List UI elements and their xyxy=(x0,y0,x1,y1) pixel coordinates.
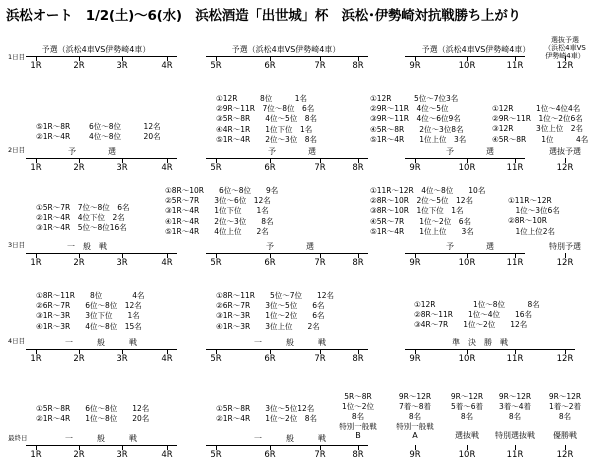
race-label: 3R xyxy=(116,61,128,71)
round-header: 一 般 戦 xyxy=(65,434,137,443)
race-label: 9R xyxy=(409,354,421,364)
round-header: 準 決 勝 戦 xyxy=(452,338,508,347)
race-label: 11R xyxy=(506,450,524,460)
race-label: 5R xyxy=(210,258,222,268)
race-label: 7R xyxy=(314,258,326,268)
race-label: 12R xyxy=(556,354,574,364)
race-label: 4R xyxy=(161,450,173,460)
round-header: 一 般 戦 xyxy=(65,338,137,347)
round-header: 選抜予選 xyxy=(549,147,581,156)
round-header: 一 般 戦 xyxy=(67,242,107,251)
race-label: 9R xyxy=(409,163,421,173)
round-header: 予選（浜松4車VS伊勢崎4車） xyxy=(421,45,531,54)
day-label: 4日目 xyxy=(8,337,26,345)
race-label: 1R xyxy=(30,61,42,71)
race-label: 8R xyxy=(352,354,364,364)
race-label: 7R xyxy=(314,354,326,364)
race-label: 12R xyxy=(556,258,574,268)
race-label: 1R xyxy=(30,450,42,460)
qualifier-block: ①5R～8R 3位～5位12名 ②1R～4R 1位～2位 8名 xyxy=(216,404,318,424)
race-label: 5R xyxy=(210,354,222,364)
final-entry: 9R～12R 1着～2着 8名 xyxy=(548,392,582,421)
race-label: 8R xyxy=(352,450,364,460)
race-label: 12R xyxy=(556,163,574,173)
race-label: 3R xyxy=(116,163,128,173)
race-label: 10R xyxy=(458,258,476,268)
final-entry: 5R～8R 1位～2位 8名 特別一般戦 xyxy=(339,392,377,431)
round-header: 予選（浜松4車VS伊勢崎4車） xyxy=(231,45,341,54)
race-label: 3R xyxy=(116,354,128,364)
race-label: 8R xyxy=(352,163,364,173)
race-label: 6R xyxy=(264,354,276,364)
race-label: 9R xyxy=(409,61,421,71)
race-label: 10R xyxy=(458,61,476,71)
final-name: B xyxy=(355,431,361,440)
race-label: 4R xyxy=(161,354,173,364)
race-label: 8R xyxy=(352,258,364,268)
race-label: 1R xyxy=(30,163,42,173)
round-header: 選抜予選 （浜松4車VS 伊勢崎4車） xyxy=(544,36,586,60)
race-label: 7R xyxy=(314,163,326,173)
race-label: 4R xyxy=(161,258,173,268)
day-label: 最終日 xyxy=(8,434,28,442)
qualifier-block: ①8R～11R 5位～7位 12名 ②6R～7R 3位～5位 6名 ③1R～3R 1位～2位 6名 ④1R～3R 3位上位 2名 xyxy=(216,291,335,331)
day-label: 1日目 xyxy=(8,53,26,61)
race-label: 6R xyxy=(264,163,276,173)
round-header: 特別予選 xyxy=(549,242,581,251)
race-label: 2R xyxy=(73,450,85,460)
round-header: 予 選 xyxy=(446,147,494,156)
race-label: 11R xyxy=(506,163,524,173)
qualifier-block: ①12R 1位～4位4名 ②9R～11R 1位～2位6名 ③12R 3位上位 2名 ④5R～8R 1位 4名 xyxy=(492,104,589,144)
race-label: 12R xyxy=(556,61,574,71)
race-label: 2R xyxy=(73,258,85,268)
qualifier-block: ①8R～10R 6位～8位 9名 ②5R～7R 3位～6位 12名 ③1R～4R 1位下位 1名 ④1R～4R 2位～3位 8名 ⑤1R～4R 4位上位 2名 xyxy=(165,186,279,236)
final-entry: 9R～12R 5着～6着 8名 xyxy=(450,392,484,421)
race-label: 3R xyxy=(116,258,128,268)
round-header: 予 選 xyxy=(268,147,316,156)
race-label: 5R xyxy=(210,450,222,460)
qualifier-block: ①5R～8R 6位～8位 12名 ②1R～4R 1位～8位 20名 xyxy=(36,404,150,424)
final-entry: 9R～12R 7着～8着 8名 特別一般戦 xyxy=(396,392,434,431)
race-label: 1R xyxy=(30,258,42,268)
final-name: A xyxy=(412,431,418,440)
qualifier-block: ①12R 8位 1名 ②9R～11R 7位～8位 6名 ③5R～8R 4位～5位 8名 ④4R～1R 1位下位 1名 ⑤1R～4R 2位～3位 8名 xyxy=(216,94,318,144)
race-label: 10R xyxy=(458,163,476,173)
race-label: 9R xyxy=(409,450,421,460)
race-label: 2R xyxy=(73,61,85,71)
race-label: 5R xyxy=(210,61,222,71)
race-label: 6R xyxy=(264,258,276,268)
round-header: 予 選 xyxy=(68,147,116,156)
qualifier-block: 6位～8位 12名 4位～8位 20名 xyxy=(88,122,161,142)
round-header: 予 選 xyxy=(446,242,494,251)
race-label: 2R xyxy=(73,163,85,173)
bracket-line xyxy=(206,445,368,446)
race-label: 11R xyxy=(506,354,524,364)
race-label: 2R xyxy=(73,354,85,364)
qualifier-block: ①12R 5位～7位3名 ②9R～11R 4位～5位 ③9R～11R 4位～6位9名 ④5R～8R 2位～3位8名 ⑤1R～4R 1位上位 3名 xyxy=(370,94,467,144)
final-name: 特別選抜戦 xyxy=(495,431,535,440)
bracket-line xyxy=(26,445,177,446)
qualifier-block: ①8R～11R 8位 4名 ②6R～7R 6位～8位 12名 ③1R～3R 3位下位 1名 ④1R～3R 4位～8位 15名 xyxy=(36,291,145,331)
race-label: 9R xyxy=(409,258,421,268)
race-label: 10R xyxy=(458,354,476,364)
final-name: 選抜戦 xyxy=(455,431,479,440)
round-header: 一 般 戦 xyxy=(254,338,326,347)
race-label: 6R xyxy=(264,61,276,71)
race-label: 3R xyxy=(116,450,128,460)
qualifier-block: ⑤1R～8R ②1R～4R xyxy=(36,122,71,142)
day-label: 3日目 xyxy=(8,241,26,249)
race-label: 10R xyxy=(458,450,476,460)
race-label: 12R xyxy=(556,450,574,460)
race-label: 5R xyxy=(210,163,222,173)
race-label: 7R xyxy=(314,61,326,71)
race-label: 11R xyxy=(506,61,524,71)
page-title: 浜松オート 1/2(土)～6(水) 浜松酒造「出世城」杯 浜松･伊勢崎対抗戦勝ち上がり xyxy=(6,8,521,24)
round-header: 予 選 xyxy=(266,242,314,251)
round-header: 一 般 戦 xyxy=(254,434,326,443)
qualifier-block: ①11R～12R 4位～8位 10名 ②8R～10R 2位～5位 12名 ③8R～10R 1位下位 1名 ④5R～7R 1位～2位 6名 ⑤1R～4R 1位上位 3名 xyxy=(370,186,486,236)
qualifier-block: ①12R 1位～8位 8名 ②8R～11R 1位～4位 16名 ③4R～7R 1位～2位 12名 xyxy=(414,300,540,330)
race-label: 11R xyxy=(506,258,524,268)
race-label: 4R xyxy=(161,61,173,71)
final-entry: 9R～12R 3着～4着 8名 xyxy=(498,392,532,421)
day-label: 2日目 xyxy=(8,146,26,154)
race-label: 4R xyxy=(161,163,173,173)
race-label: 1R xyxy=(30,354,42,364)
race-label: 8R xyxy=(352,61,364,71)
final-name: 優勝戦 xyxy=(553,431,577,440)
qualifier-block: ①11R～12R 1位～3位6名 ②8R～10R 1位上位2名 xyxy=(508,196,560,236)
qualifier-block: ①5R～7R 7位～8位 6名 ②1R～4R 4位下位 2名 ③1R～4R 5位～8位16名 xyxy=(36,203,130,233)
race-label: 7R xyxy=(314,450,326,460)
race-label: 6R xyxy=(264,450,276,460)
round-header: 予選（浜松4車VS伊勢崎4車） xyxy=(41,45,151,54)
